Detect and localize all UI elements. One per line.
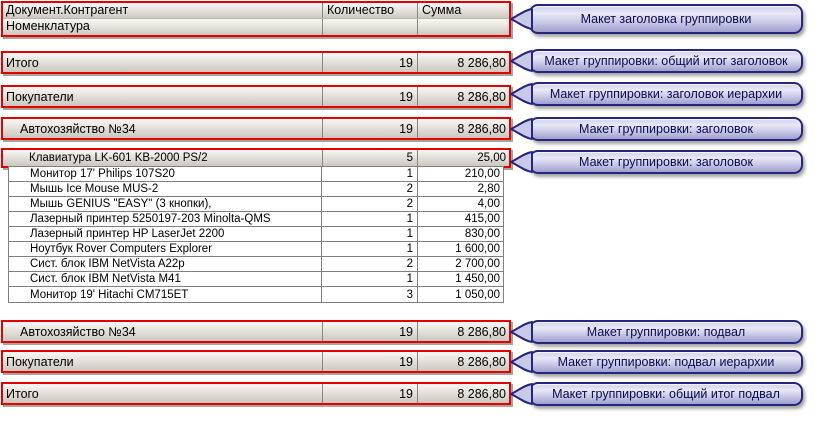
group-sum: 8 286,80 [417, 322, 509, 341]
callout-arrow-icon [510, 117, 533, 141]
detail-name: Монитор 19' Hitachi CM715ET [30, 288, 189, 301]
detail-name: Сист. блок IBM NetVista M41 [30, 273, 181, 285]
detail-sum: 2 700,00 [417, 257, 503, 271]
group-sum: 8 286,80 [417, 384, 509, 403]
hierarchy-footer-row[interactable] [1, 350, 511, 373]
detail-rows-table [8, 166, 504, 303]
detail-name: Ноутбук Rover Computers Explorer [30, 243, 213, 255]
callout-arrow-icon [510, 320, 533, 344]
detail-name: Мышь GENIUS "EASY" (3 кнопки), [30, 198, 212, 210]
detail-sum: 1 450,00 [417, 272, 503, 286]
group-label: Автохозяйство №34 [20, 324, 136, 339]
detail-qty: 2 [321, 182, 417, 196]
group-qty: 19 [322, 322, 417, 341]
group-qty: 19 [322, 87, 417, 106]
group-qty: 19 [322, 352, 417, 371]
callout-group-header-2 [529, 150, 803, 174]
callout-label: Макет группировки: заголовок [579, 122, 753, 136]
detail-sum: 1 050,00 [417, 287, 503, 302]
report-header-section[interactable] [1, 1, 511, 37]
callout-group-footer [529, 320, 803, 344]
hierarchy-header-row[interactable] [1, 85, 511, 108]
callout-arrow-icon [510, 7, 533, 31]
callout-label: Макет группировки: заголовок [579, 155, 753, 169]
group-footer-row[interactable] [1, 320, 511, 343]
group-label: Итого [6, 386, 39, 401]
table-row[interactable] [9, 272, 503, 287]
table-row[interactable] [9, 182, 503, 197]
group-qty: 19 [322, 384, 417, 403]
detail-sum: 415,00 [417, 212, 503, 226]
table-row[interactable] [9, 257, 503, 272]
callout-grand-total-footer [529, 382, 803, 406]
detail-qty: 1 [321, 242, 417, 256]
callout-arrow-icon [510, 350, 533, 374]
detail-name: Лазерный принтер 5250197-203 Minolta-QMS [30, 213, 271, 225]
detail-name: Лазерный принтер HP LaserJet 2200 [30, 228, 225, 240]
detail-qty: 1 [321, 272, 417, 286]
table-row[interactable] [9, 197, 503, 212]
callout-label: Макет группировки: подвал иерархии [557, 355, 775, 369]
grand-total-header-row[interactable] [1, 51, 511, 74]
callout-label: Макет группировки: общий итог заголовок [544, 54, 788, 68]
group-qty: 19 [322, 53, 417, 72]
detail-name: Мышь Ice Mouse MUS-2 [30, 183, 159, 195]
table-row[interactable] [9, 167, 503, 182]
callout-hierarchy-footer [529, 350, 803, 374]
detail-qty: 2 [321, 257, 417, 271]
callout-label: Макет группировки: общий итог подвал [552, 387, 780, 401]
table-row[interactable] [9, 212, 503, 227]
header-cell-sum: Сумма [417, 3, 509, 18]
header-cell-empty [322, 19, 417, 35]
group-qty: 5 [322, 150, 417, 166]
group-sum: 25,00 [417, 150, 509, 166]
table-row[interactable] [9, 242, 503, 257]
grand-total-footer-row[interactable] [1, 382, 511, 405]
header-cell-grouping-field: Документ.Контрагент [6, 3, 129, 17]
callout-arrow-icon [510, 382, 533, 406]
group-label: Итого [6, 55, 39, 70]
callout-label: Макет заголовка группировки [580, 12, 752, 26]
detail-name: Монитор 17' Philips 107S20 [30, 168, 175, 180]
group-sum: 8 286,80 [417, 352, 509, 371]
callout-group-header-1 [529, 117, 803, 141]
detail-sum: 1 600,00 [417, 242, 503, 256]
detail-name: Сист. блок IBM NetVista A22p [30, 258, 185, 270]
callout-arrow-icon [510, 150, 533, 174]
group-label: Клавиатура LK-601 KB-2000 PS/2 [29, 152, 208, 164]
callout-arrow-icon [510, 49, 533, 73]
detail-sum: 2,80 [417, 182, 503, 196]
header-cell-empty [417, 19, 509, 35]
detail-qty: 3 [321, 287, 417, 302]
group-label: Покупатели [6, 354, 74, 369]
detail-qty: 2 [321, 197, 417, 211]
group-header-row[interactable] [1, 117, 511, 140]
detail-sum: 210,00 [417, 167, 503, 181]
table-row[interactable] [9, 227, 503, 242]
callout-arrow-icon [510, 82, 533, 106]
detail-qty: 1 [321, 227, 417, 241]
group-qty: 19 [322, 119, 417, 138]
detail-qty: 1 [321, 167, 417, 181]
detail-sum: 830,00 [417, 227, 503, 241]
group-label: Покупатели [6, 89, 74, 104]
callout-grand-total-header [529, 49, 803, 73]
detail-sum: 4,00 [417, 197, 503, 211]
group-sum: 8 286,80 [417, 53, 509, 72]
callout-label: Макет группировки: подвал [586, 325, 746, 339]
callout-label: Макет группировки: заголовок иерархии [549, 87, 783, 101]
detail-qty: 1 [321, 212, 417, 226]
group-sum: 8 286,80 [417, 87, 509, 106]
callout-grouping-header-layout [529, 4, 803, 34]
callout-hierarchy-header [529, 82, 803, 106]
header-cell-quantity: Количество [322, 3, 417, 18]
group-label: Автохозяйство №34 [20, 121, 136, 136]
header-cell-nomenclature: Номенклатура [6, 19, 90, 33]
table-row[interactable] [9, 287, 503, 302]
inner-group-header-row[interactable] [1, 148, 511, 168]
group-sum: 8 286,80 [417, 119, 509, 138]
